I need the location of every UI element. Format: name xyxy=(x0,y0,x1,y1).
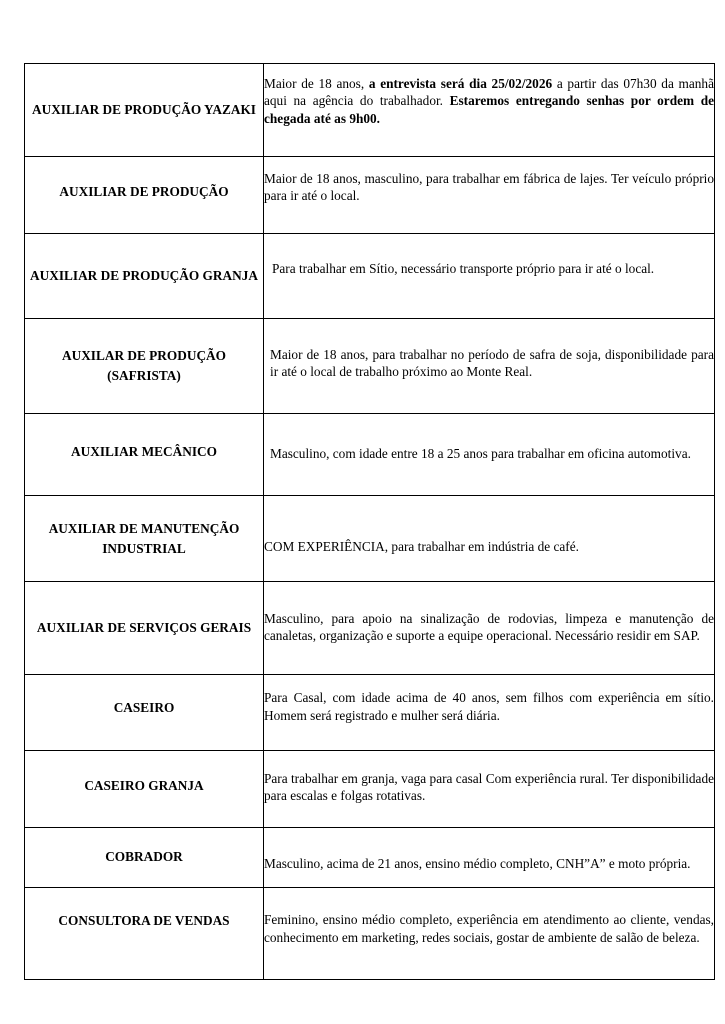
table-row xyxy=(25,496,715,582)
job-title: AUXILAR DE PRODUÇÃO (SAFRISTA) xyxy=(25,319,264,414)
job-title: AUXILIAR DE PRODUÇÃO GRANJA xyxy=(25,234,264,319)
job-description xyxy=(264,157,715,234)
desc-text: Feminino, ensino médio completo, experiência em atendimento ao cliente, vendas, conhecimento em marketing, redes sociais, gostar de ambiente de salão de beleza. xyxy=(264,912,714,945)
job-title: COBRADOR xyxy=(25,828,264,888)
interview-date-text: a entrevista será dia 25/02/2026 xyxy=(368,75,553,91)
desc-text: COM EXPERIÊNCIA, para trabalhar em indústria de café. xyxy=(264,538,579,554)
table-row xyxy=(25,888,715,980)
table-row xyxy=(25,319,715,414)
table-row xyxy=(25,828,715,888)
job-description xyxy=(264,675,715,751)
desc-text: Maior de 18 anos, para trabalhar no período de safra de soja, disponibilidade para ir até o local de trabalho próximo ao Monte Real. xyxy=(270,346,714,379)
job-title: CONSULTORA DE VENDAS xyxy=(25,888,264,980)
table-row xyxy=(25,157,715,234)
job-description xyxy=(264,751,715,828)
desc-text: Masculino, com idade entre 18 a 25 anos para trabalhar em oficina automotiva. xyxy=(270,445,691,461)
desc-text: Maior de 18 anos, xyxy=(264,75,369,91)
table-row xyxy=(25,234,715,319)
job-title: AUXILIAR DE PRODUÇÃO YAZAKI xyxy=(25,64,264,157)
table-row xyxy=(25,582,715,675)
table-row xyxy=(25,675,715,751)
job-title: CASEIRO xyxy=(25,675,264,751)
job-title: AUXILIAR DE SERVIÇOS GERAIS xyxy=(25,582,264,675)
desc-text: Masculino, acima de 21 anos, ensino médio completo, CNH”A” e moto própria. xyxy=(264,855,691,871)
desc-text: Para trabalhar em granja, vaga para casal Com experiência rural. Ter disponibilidade para escalas e folgas rotativas. xyxy=(264,770,714,803)
ticket-notice-text: Estaremos entregando senhas por ordem de chegada até as 9h00. xyxy=(264,93,714,126)
job-description xyxy=(264,414,715,496)
desc-text: Maior de 18 anos, masculino, para trabalhar em fábrica de lajes. Ter veículo próprio para ir até o local. xyxy=(264,170,714,203)
job-title: CASEIRO GRANJA xyxy=(25,751,264,828)
desc-text: Masculino, para apoio na sinalização de rodovias, limpeza e manutenção de canaletas, organização e suporte a equipe operacional. Necessário residir em SAP. xyxy=(264,610,714,643)
job-description xyxy=(264,234,715,319)
job-description xyxy=(264,888,715,980)
desc-text: a partir das 07h30 da manhã aqui na agência do trabalhador. xyxy=(264,75,714,109)
job-description xyxy=(264,582,715,675)
job-description xyxy=(264,496,715,582)
table-row xyxy=(25,64,715,157)
job-description xyxy=(264,319,715,414)
job-title: AUXILIAR DE PRODUÇÃO xyxy=(25,157,264,234)
job-title: AUXILIAR MECÂNICO xyxy=(25,414,264,496)
desc-text: Para Casal, com idade acima de 40 anos, sem filhos com experiência em sítio. Homem será registrado e mulher será diária. xyxy=(264,690,714,723)
job-description xyxy=(264,64,715,157)
desc-text: Para trabalhar em Sítio, necessário transporte próprio para ir até o local. xyxy=(272,261,655,277)
table-row xyxy=(25,751,715,828)
job-title: AUXILIAR DE MANUTENÇÃO INDUSTRIAL xyxy=(25,496,264,582)
job-vacancies-table xyxy=(24,63,715,980)
table-row xyxy=(25,414,715,496)
job-description xyxy=(264,828,715,888)
